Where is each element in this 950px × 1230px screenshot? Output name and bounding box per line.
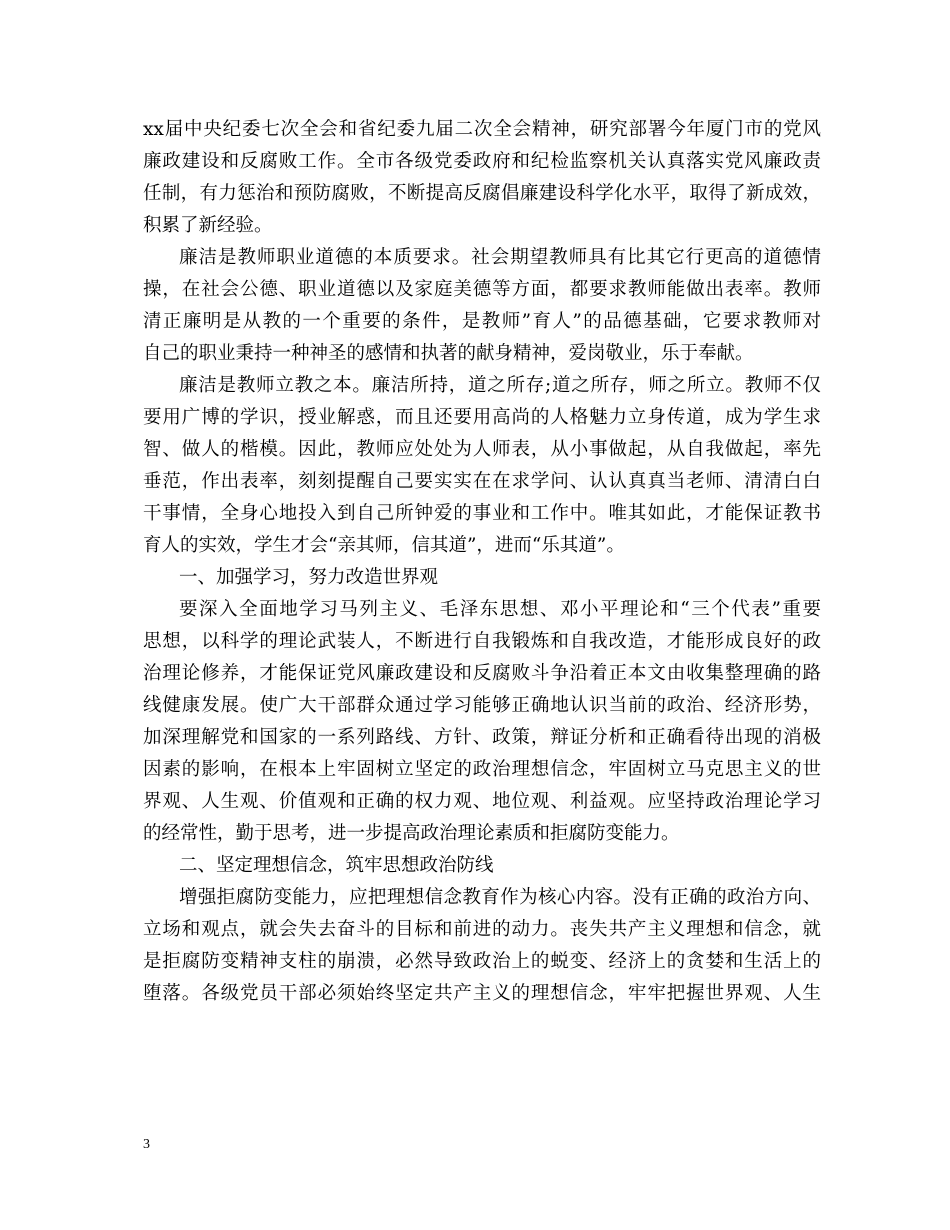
text-line: 界观、人生观、价值观和正确的权力观、地位观、利益观。应坚持政治理论学习 bbox=[143, 791, 821, 812]
paragraph bbox=[143, 114, 821, 242]
text-line: 的经常性，勤于思考，进一步提高政治理论素质和拒腐防变能力。 bbox=[143, 823, 680, 844]
text-line: 加深理解党和国家的一系列路线、方针、政策，辩证分析和正确看待出现的消极 bbox=[143, 727, 821, 748]
text-line: 操，在社会公德、职业道德以及家庭美德等方面，都要求教师能做出表率。教师 bbox=[143, 279, 821, 300]
text-line: 治理论修养，才能保证党风廉政建设和反腐败斗争沿着正本文由收集整理确的路 bbox=[143, 663, 821, 684]
text-line: 自己的职业秉持一种神圣的感情和执著的献身精神，爱岗敬业，乐于奉献。 bbox=[143, 343, 754, 364]
section-heading-text: 二、坚定理想信念，筑牢思想政治防线 bbox=[179, 855, 494, 876]
text-line: xx届中央纪委七次全会和省纪委九届二次全会精神，研究部署今年厦门市的党风 bbox=[143, 119, 821, 140]
text-line: 干事情，全身心地投入到自己所钟爱的事业和工作中。唯其如此，才能保证教书 bbox=[143, 503, 821, 524]
text-line: 是拒腐防变精神支柱的崩溃，必然导致政治上的蜕变、经济上的贪婪和生活上的 bbox=[143, 951, 821, 972]
text-line: 廉政建设和反腐败工作。全市各级党委政府和纪检监察机关认真落实党风廉政责 bbox=[143, 151, 821, 172]
text-line: 思想，以科学的理论武装人，不断进行自我锻炼和自我改造，才能形成良好的政 bbox=[143, 631, 821, 652]
paragraph bbox=[143, 882, 821, 1010]
document-body bbox=[143, 114, 821, 1010]
text-line: 清正廉明是从教的一个重要的条件，是教师”育人”的品德基础，它要求教师对 bbox=[143, 311, 821, 332]
paragraph bbox=[143, 242, 821, 370]
section-heading bbox=[143, 850, 821, 882]
text-line: 育人的实效，学生才会“亲其师，信其道”，进而“乐其道”。 bbox=[143, 535, 625, 556]
text-line: 廉洁是教师立教之本。廉洁所持，道之所存;道之所存，师之所立。教师不仅 bbox=[179, 375, 821, 396]
text-line: 要用广博的学识，授业解惑，而且还要用高尚的人格魅力立身传道，成为学生求 bbox=[143, 407, 821, 428]
text-line: 要深入全面地学习马列主义、毛泽东思想、邓小平理论和“三个代表”重要 bbox=[179, 599, 821, 620]
text-line: 任制，有力惩治和预防腐败，不断提高反腐倡廉建设科学化水平，取得了新成效， bbox=[143, 183, 821, 204]
text-line: 智、做人的楷模。因此，教师应处处为人师表，从小事做起，从自我做起，率先 bbox=[143, 439, 821, 460]
text-line: 廉洁是教师职业道德的本质要求。社会期望教师具有比其它行更高的道德情 bbox=[179, 247, 821, 268]
text-line: 垂范，作出表率，刻刻提醒自己要实实在在求学问、认认真真当老师、清清白白 bbox=[143, 471, 821, 492]
text-line: 因素的影响，在根本上牢固树立坚定的政治理想信念，牢固树立马克思主义的世 bbox=[143, 759, 821, 780]
paragraph bbox=[143, 370, 821, 562]
text-line: 堕落。各级党员干部必须始终坚定共产主义的理想信念，牢牢把握世界观、人生 bbox=[143, 983, 821, 1004]
text-line: 积累了新经验。 bbox=[143, 215, 273, 236]
section-heading-text: 一、加强学习，努力改造世界观 bbox=[179, 567, 439, 588]
paragraph bbox=[143, 594, 821, 850]
text-line: 立场和观点，就会失去奋斗的目标和前进的动力。丧失共产主义理想和信念，就 bbox=[143, 919, 821, 940]
section-heading bbox=[143, 562, 821, 594]
page-number: 3 bbox=[143, 1137, 150, 1152]
text-line: 线健康发展。使广大干部群众通过学习能够正确地认识当前的政治、经济形势， bbox=[143, 695, 821, 716]
text-line: 增强拒腐防变能力，应把理想信念教育作为核心内容。没有正确的政治方向、 bbox=[179, 887, 821, 908]
